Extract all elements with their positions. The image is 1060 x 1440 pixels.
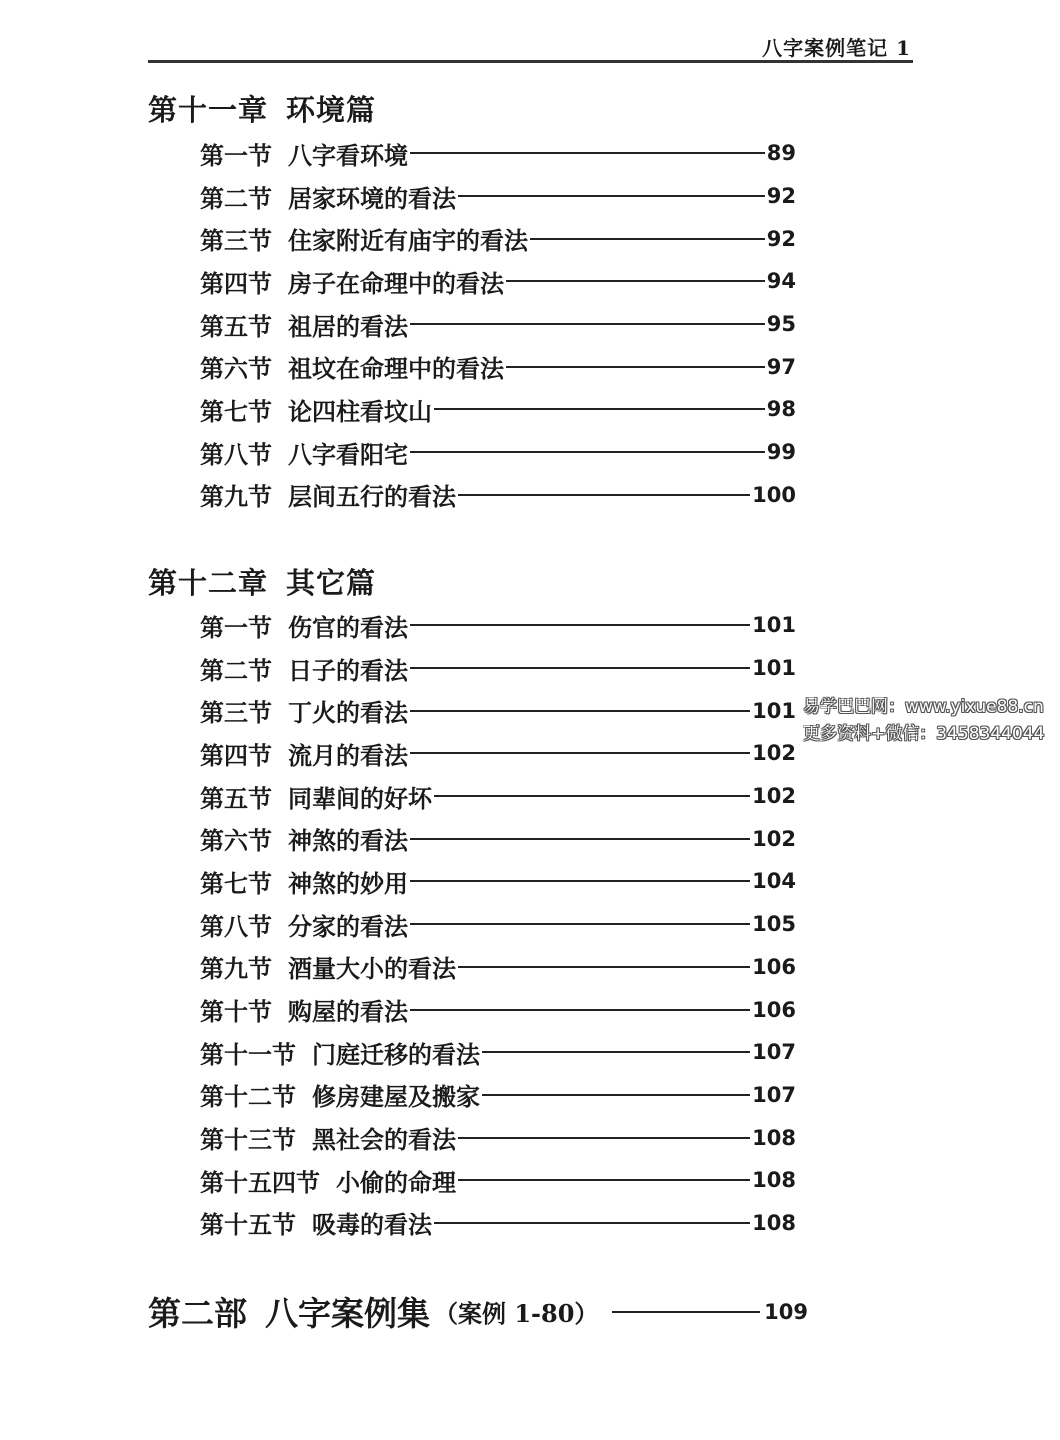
dot-leader xyxy=(458,1137,750,1139)
toc-entry[interactable] xyxy=(200,175,796,218)
section-number: 第五节 xyxy=(200,783,272,813)
section-title: 伤官的看法 xyxy=(288,612,408,642)
toc-entry[interactable] xyxy=(200,689,796,732)
page-number: 92 xyxy=(766,226,796,251)
dot-leader xyxy=(410,323,765,325)
part-subtitle: （案例 1-80） xyxy=(434,1299,599,1328)
chapter-title: 环境篇 xyxy=(286,93,377,127)
page-number: 89 xyxy=(766,141,796,166)
chapter-12-entries xyxy=(200,604,796,1244)
section-number: 第一节 xyxy=(200,140,272,170)
section-number: 第二节 xyxy=(200,655,272,685)
page-number: 92 xyxy=(766,184,796,209)
page-number: 105 xyxy=(752,912,796,937)
page-number: 97 xyxy=(766,354,796,379)
section-title: 房子在命理中的看法 xyxy=(288,268,504,298)
toc-entry[interactable] xyxy=(200,1159,796,1202)
toc-entry[interactable] xyxy=(200,1074,796,1117)
dot-leader xyxy=(482,1051,750,1053)
section-title: 黑社会的看法 xyxy=(312,1125,456,1155)
section-title: 修房建屋及搬家 xyxy=(312,1082,480,1112)
dot-leader xyxy=(506,280,765,282)
page-number: 95 xyxy=(766,312,796,337)
section-title: 丁火的看法 xyxy=(288,698,408,728)
dot-leader xyxy=(410,838,750,840)
toc-entry[interactable] xyxy=(200,431,796,474)
section-number: 第六节 xyxy=(200,354,272,384)
section-title: 祖坟在命理中的看法 xyxy=(288,354,504,384)
dot-leader xyxy=(410,667,750,669)
dot-leader xyxy=(530,238,765,240)
chapter-12-heading xyxy=(148,561,376,602)
dot-leader xyxy=(410,752,750,754)
dot-leader xyxy=(410,1009,750,1011)
page-number: 108 xyxy=(752,1168,796,1193)
section-number: 第八节 xyxy=(200,911,272,941)
dot-leader xyxy=(410,923,750,925)
section-title: 居家环境的看法 xyxy=(288,183,456,213)
section-number: 第七节 xyxy=(200,396,272,426)
chapter-11-entries xyxy=(200,132,796,516)
section-title: 日子的看法 xyxy=(288,655,408,685)
section-title: 小偷的命理 xyxy=(336,1167,456,1197)
running-title: 八字案例笔记 1 xyxy=(762,36,911,60)
page-number: 98 xyxy=(766,397,796,422)
section-title: 酒量大小的看法 xyxy=(288,954,456,984)
section-number: 第十二节 xyxy=(200,1082,296,1112)
toc-entry[interactable] xyxy=(200,1202,796,1245)
toc-entry[interactable] xyxy=(200,817,796,860)
toc-entry[interactable] xyxy=(200,860,796,903)
page-number: 108 xyxy=(752,1210,796,1235)
page-number: 106 xyxy=(752,997,796,1022)
section-title: 门庭迁移的看法 xyxy=(312,1039,480,1069)
toc-entry[interactable] xyxy=(200,303,796,346)
toc-entry[interactable] xyxy=(200,988,796,1031)
section-number: 第四节 xyxy=(200,740,272,770)
chapter-number: 第十二章 xyxy=(148,566,269,600)
toc-entry[interactable] xyxy=(200,217,796,260)
section-number: 第九节 xyxy=(200,482,272,512)
page-number: 102 xyxy=(752,826,796,851)
part-page-number: 109 xyxy=(764,1299,808,1324)
section-title: 神煞的看法 xyxy=(288,826,408,856)
section-title: 八字看环境 xyxy=(288,140,408,170)
toc-entry[interactable] xyxy=(200,732,796,775)
dot-leader xyxy=(410,710,750,712)
toc-entry[interactable] xyxy=(200,345,796,388)
chapter-11-heading xyxy=(148,88,376,129)
part-title: 八字案例集 xyxy=(265,1294,430,1333)
watermark-line-2: 更多资料+微信：3458344044 xyxy=(803,724,1045,744)
dot-leader xyxy=(410,880,750,882)
section-number: 第十三节 xyxy=(200,1125,296,1155)
section-number: 第三节 xyxy=(200,698,272,728)
section-number: 第二节 xyxy=(200,183,272,213)
part-two-entry[interactable] xyxy=(148,1288,808,1335)
page-number: 100 xyxy=(752,482,796,507)
section-number: 第十五节 xyxy=(200,1210,296,1240)
toc-entry[interactable] xyxy=(200,903,796,946)
section-number: 第五节 xyxy=(200,311,272,341)
page-number: 99 xyxy=(766,440,796,465)
page-number: 101 xyxy=(752,656,796,681)
dot-leader xyxy=(506,366,765,368)
dot-leader xyxy=(458,195,765,197)
dot-leader xyxy=(434,795,750,797)
section-title: 分家的看法 xyxy=(288,911,408,941)
section-title: 吸毒的看法 xyxy=(312,1210,432,1240)
section-title: 同辈间的好坏 xyxy=(288,783,432,813)
section-number: 第十一节 xyxy=(200,1039,296,1069)
page-number: 104 xyxy=(752,869,796,894)
section-title: 购屋的看法 xyxy=(288,997,408,1027)
toc-entry[interactable] xyxy=(200,388,796,431)
dot-leader xyxy=(458,1179,750,1181)
dot-leader xyxy=(410,451,765,453)
toc-entry[interactable] xyxy=(200,1031,796,1074)
part-number: 第二部 xyxy=(148,1294,247,1333)
section-number: 第十节 xyxy=(200,997,272,1027)
section-title: 八字看阳宅 xyxy=(288,439,408,469)
section-number: 第八节 xyxy=(200,439,272,469)
section-title: 神煞的妙用 xyxy=(288,868,408,898)
section-number: 第七节 xyxy=(200,868,272,898)
section-number: 第九节 xyxy=(200,954,272,984)
section-number: 第四节 xyxy=(200,268,272,298)
chapter-title: 其它篇 xyxy=(286,566,377,600)
toc-entry[interactable] xyxy=(200,260,796,303)
section-title: 流月的看法 xyxy=(288,740,408,770)
page-number: 101 xyxy=(752,613,796,638)
section-title: 住家附近有庙宇的看法 xyxy=(288,226,528,256)
page-number: 106 xyxy=(752,954,796,979)
section-title: 祖居的看法 xyxy=(288,311,408,341)
dot-leader xyxy=(434,408,765,410)
page-number: 102 xyxy=(752,741,796,766)
dot-leader xyxy=(434,1222,750,1224)
dot-leader xyxy=(612,1311,760,1313)
section-number: 第一节 xyxy=(200,612,272,642)
toc-entry[interactable] xyxy=(200,647,796,690)
page-number: 107 xyxy=(752,1040,796,1065)
toc-entry[interactable] xyxy=(200,775,796,818)
page-number: 94 xyxy=(766,269,796,294)
dot-leader xyxy=(458,494,750,496)
chapter-number: 第十一章 xyxy=(148,93,269,127)
dot-leader xyxy=(458,966,750,968)
page-number: 107 xyxy=(752,1082,796,1107)
dot-leader xyxy=(410,624,750,626)
toc-entry[interactable] xyxy=(200,604,796,647)
watermark xyxy=(803,694,1053,748)
section-title: 论四柱看坟山 xyxy=(288,396,432,426)
toc-entry[interactable] xyxy=(200,474,796,517)
section-number: 第三节 xyxy=(200,226,272,256)
page-number: 102 xyxy=(752,784,796,809)
toc-entry[interactable] xyxy=(200,132,796,175)
toc-entry[interactable] xyxy=(200,1116,796,1159)
page-header xyxy=(148,30,913,63)
section-number: 第十五四节 xyxy=(200,1167,320,1197)
dot-leader xyxy=(482,1094,750,1096)
dot-leader xyxy=(410,152,765,154)
page-number: 101 xyxy=(752,698,796,723)
page-number: 108 xyxy=(752,1125,796,1150)
watermark-line-1: 易学巴巴网：www.yixue88.cn xyxy=(803,697,1044,717)
toc-entry[interactable] xyxy=(200,946,796,989)
section-title: 层间五行的看法 xyxy=(288,482,456,512)
section-number: 第六节 xyxy=(200,826,272,856)
